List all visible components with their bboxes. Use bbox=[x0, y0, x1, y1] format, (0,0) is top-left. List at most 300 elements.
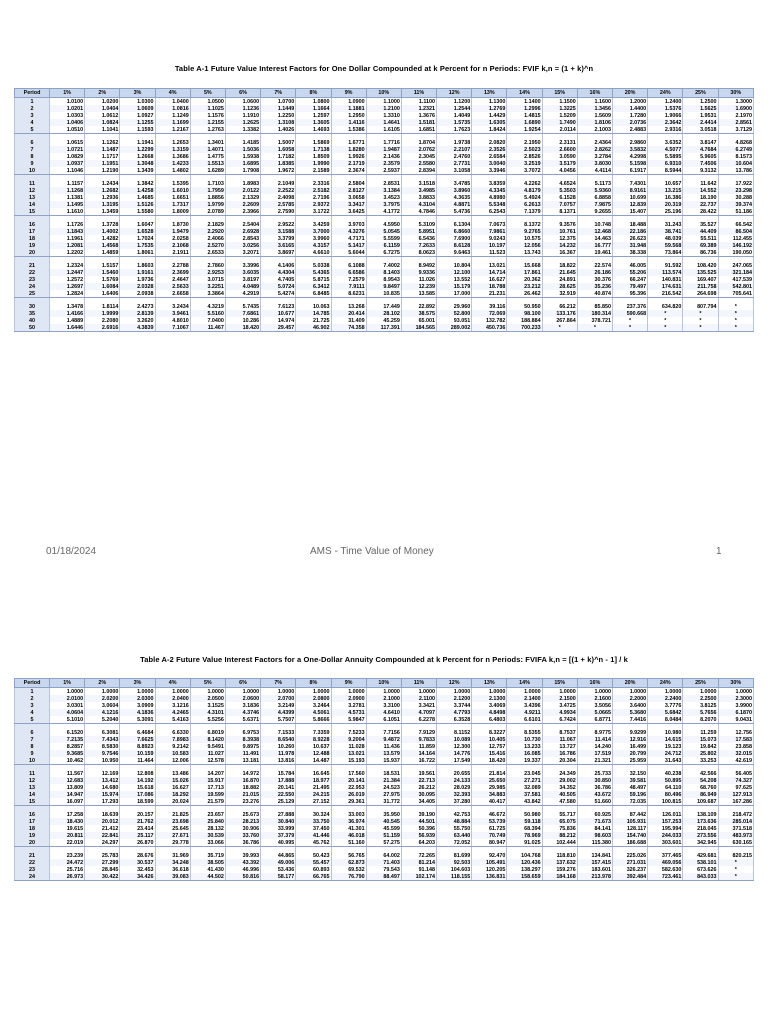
factor-cell: 2.4273 bbox=[120, 303, 155, 310]
period-cell: 22 bbox=[15, 269, 50, 276]
factor-cell: 46.018 bbox=[331, 832, 366, 839]
factor-cell: 7.1379 bbox=[507, 208, 542, 216]
factor-cell: 1.6047 bbox=[120, 221, 155, 228]
factor-cell: 4.8179 bbox=[507, 187, 542, 194]
factor-cell: 2.1000 bbox=[366, 695, 401, 702]
factor-cell: 30.324 bbox=[296, 811, 331, 818]
factor-cell: 1.6900 bbox=[718, 105, 753, 112]
factor-cell: 218.045 bbox=[683, 825, 718, 832]
factor-cell: 3.0256 bbox=[225, 242, 260, 249]
factor-cell: 2.8561 bbox=[718, 119, 753, 126]
factor-cell: 15.784 bbox=[261, 770, 296, 777]
factor-cell: 2.2500 bbox=[683, 695, 718, 702]
factor-cell: 1.3108 bbox=[261, 119, 296, 126]
factor-cell: 14.615 bbox=[648, 736, 683, 743]
factor-cell: 186.688 bbox=[613, 839, 648, 847]
factor-cell: 2.1911 bbox=[155, 249, 190, 257]
factor-cell: 32.393 bbox=[437, 791, 472, 798]
factor-cell: 12.757 bbox=[472, 743, 507, 750]
factor-cell: 4.8010 bbox=[155, 317, 190, 324]
factor-cell: 1.1600 bbox=[577, 98, 612, 106]
factor-cell: 195.994 bbox=[648, 825, 683, 832]
factor-cell: 1.4693 bbox=[296, 126, 331, 134]
factor-cell: 2.3642 bbox=[648, 119, 683, 126]
factor-cell: 1.1381 bbox=[50, 194, 85, 201]
period-cell: 16 bbox=[15, 221, 50, 228]
factor-cell: 1.1100 bbox=[401, 98, 436, 106]
factor-cell: 5.9360 bbox=[577, 187, 612, 194]
period-header: Period bbox=[15, 679, 50, 688]
factor-cell: 102.174 bbox=[401, 873, 436, 881]
factor-cell: 3.1588 bbox=[261, 228, 296, 235]
factor-cell: 14.947 bbox=[50, 791, 85, 798]
factor-cell: 1.2190 bbox=[85, 167, 120, 175]
factor-cell: 1.2936 bbox=[85, 194, 120, 201]
factor-cell: 1.8983 bbox=[225, 180, 260, 187]
rate-header: 11% bbox=[401, 679, 436, 688]
period-cell: 9 bbox=[15, 750, 50, 757]
factor-cell: 1.1910 bbox=[225, 112, 260, 119]
factor-cell: 8.5830 bbox=[85, 743, 120, 750]
factor-cell: 57.275 bbox=[366, 839, 401, 847]
factor-cell: 65.075 bbox=[542, 818, 577, 825]
factor-cell: 5.3091 bbox=[120, 716, 155, 724]
factor-cell: 1.4185 bbox=[225, 139, 260, 146]
factor-cell: 2.6928 bbox=[225, 228, 260, 235]
factor-cell: 10.748 bbox=[577, 221, 612, 228]
factor-cell: 13.181 bbox=[225, 757, 260, 765]
factor-cell: 4.2998 bbox=[613, 153, 648, 160]
period-cell: 19 bbox=[15, 832, 50, 839]
factor-cell: 25.783 bbox=[85, 852, 120, 859]
factor-cell: 29.778 bbox=[155, 839, 190, 847]
factor-cell: 1.5395 bbox=[155, 180, 190, 187]
factor-cell: 1.5157 bbox=[85, 262, 120, 269]
factor-cell: 1.2299 bbox=[120, 146, 155, 153]
factor-cell: 32.453 bbox=[120, 866, 155, 873]
factor-cell: 17.000 bbox=[437, 290, 472, 298]
factor-cell: 6.7424 bbox=[542, 716, 577, 724]
factor-cell: 18.977 bbox=[296, 777, 331, 784]
factor-cell: 2.8139 bbox=[120, 310, 155, 317]
factor-cell: 3.2781 bbox=[331, 702, 366, 709]
factor-cell: 1.9999 bbox=[85, 310, 120, 317]
factor-cell: 2.0200 bbox=[85, 695, 120, 702]
period-cell: 16 bbox=[15, 811, 50, 818]
rate-header: 9% bbox=[331, 89, 366, 98]
factor-cell: 37.379 bbox=[261, 832, 296, 839]
factor-cell: 56.939 bbox=[401, 832, 436, 839]
factor-cell: 10.980 bbox=[648, 729, 683, 736]
factor-cell: 17.258 bbox=[50, 811, 85, 818]
factor-cell: 2.5785 bbox=[261, 201, 296, 208]
factor-cell: 19.337 bbox=[507, 757, 542, 765]
factor-cell: 6.3412 bbox=[296, 283, 331, 290]
factor-cell: 36.618 bbox=[155, 866, 190, 873]
factor-cell: 4.1772 bbox=[366, 208, 401, 216]
factor-cell: * bbox=[648, 317, 683, 324]
factor-cell: 2.2609 bbox=[225, 201, 260, 208]
factor-cell: 2.6584 bbox=[472, 153, 507, 160]
factor-cell: 3.4725 bbox=[542, 702, 577, 709]
factor-cell: 38.338 bbox=[613, 249, 648, 257]
factor-cell: 2.1003 bbox=[577, 126, 612, 134]
rate-header: 9% bbox=[331, 679, 366, 688]
factor-cell: 180.314 bbox=[577, 310, 612, 317]
factor-cell: 2.2522 bbox=[261, 187, 296, 194]
factor-cell: 5.5895 bbox=[648, 153, 683, 160]
factor-cell: 14.680 bbox=[85, 784, 120, 791]
factor-cell: 4.7097 bbox=[401, 709, 436, 716]
period-cell: 15 bbox=[15, 208, 50, 216]
table-row bbox=[15, 832, 754, 839]
factor-cell: 25.802 bbox=[683, 750, 718, 757]
factor-cell: 1.1000 bbox=[366, 98, 401, 106]
factor-cell: 8.2857 bbox=[50, 743, 85, 750]
factor-cell: 23.212 bbox=[507, 283, 542, 290]
factor-cell: 10.159 bbox=[120, 750, 155, 757]
rate-header: 15% bbox=[542, 89, 577, 98]
factor-cell: 6.1870 bbox=[718, 709, 753, 716]
rate-header: 8% bbox=[296, 89, 331, 98]
factor-cell: 183.601 bbox=[577, 866, 612, 873]
factor-cell: 1.1157 bbox=[50, 180, 85, 187]
factor-cell: 3.2519 bbox=[507, 160, 542, 167]
factor-cell: 174.631 bbox=[648, 283, 683, 290]
factor-cell: 15.179 bbox=[437, 283, 472, 290]
factor-cell: 7.0400 bbox=[190, 317, 225, 324]
factor-cell: 1.1200 bbox=[437, 98, 472, 106]
factor-cell: 1.7908 bbox=[225, 167, 260, 175]
factor-cell: 264.698 bbox=[683, 290, 718, 298]
factor-cell: 16.499 bbox=[613, 743, 648, 750]
factor-cell: 10.835 bbox=[366, 290, 401, 298]
factor-cell: 12.169 bbox=[85, 770, 120, 777]
factor-cell: 11.491 bbox=[225, 750, 260, 757]
factor-cell: 1.6446 bbox=[50, 324, 85, 332]
factor-cell: 392.484 bbox=[613, 873, 648, 881]
factor-cell: 22.574 bbox=[577, 262, 612, 269]
factor-cell: 1.0200 bbox=[85, 98, 120, 106]
table-row bbox=[15, 688, 754, 696]
factor-cell: 1.0000 bbox=[50, 688, 85, 696]
factor-cell: 15.193 bbox=[331, 757, 366, 765]
factor-cell: 3.8697 bbox=[261, 249, 296, 257]
table-row bbox=[15, 324, 754, 332]
factor-cell: 2.3131 bbox=[542, 139, 577, 146]
factor-cell: 112.455 bbox=[718, 235, 753, 242]
factor-cell: 43.672 bbox=[577, 791, 612, 798]
factor-cell: 2.8262 bbox=[577, 146, 612, 153]
factor-cell: 28.422 bbox=[683, 208, 718, 216]
factor-cell: 1.4802 bbox=[155, 167, 190, 175]
rate-header: 6% bbox=[225, 679, 260, 688]
factor-cell: 1.6058 bbox=[261, 146, 296, 153]
factor-cell: 3.7072 bbox=[507, 167, 542, 175]
factor-cell: 75.836 bbox=[542, 825, 577, 832]
factor-cell: 30.537 bbox=[120, 859, 155, 866]
factor-cell: 2.5270 bbox=[190, 242, 225, 249]
factor-cell: 7.4506 bbox=[683, 160, 718, 167]
factor-cell: 29.002 bbox=[542, 777, 577, 784]
factor-cell: 37.450 bbox=[296, 825, 331, 832]
factor-cell: 2.7590 bbox=[261, 208, 296, 216]
factor-cell: 6.9310 bbox=[648, 160, 683, 167]
factor-cell: 4.7171 bbox=[331, 235, 366, 242]
factor-cell: 59.196 bbox=[613, 791, 648, 798]
factor-cell: 19.461 bbox=[577, 249, 612, 257]
factor-cell: 52.800 bbox=[437, 310, 472, 317]
factor-cell: * bbox=[718, 873, 753, 881]
factor-cell: 98.603 bbox=[577, 832, 612, 839]
factor-cell: 66.212 bbox=[542, 303, 577, 310]
factor-cell: 3.3996 bbox=[225, 262, 260, 269]
factor-cell: 1.4166 bbox=[50, 310, 85, 317]
factor-cell: 22.841 bbox=[85, 832, 120, 839]
factor-cell: 1.8424 bbox=[472, 126, 507, 134]
factor-cell: 87.442 bbox=[613, 811, 648, 818]
factor-cell: 5.5348 bbox=[472, 201, 507, 208]
factor-cell: 1.0900 bbox=[331, 98, 366, 106]
factor-cell: 1.2682 bbox=[85, 187, 120, 194]
factor-cell: 1.2653 bbox=[155, 139, 190, 146]
factor-cell: 14.552 bbox=[683, 187, 718, 194]
factor-cell: 41.446 bbox=[296, 832, 331, 839]
period-cell: 17 bbox=[15, 818, 50, 825]
factor-cell: 5.2040 bbox=[85, 716, 120, 724]
factor-cell: 34.426 bbox=[120, 873, 155, 881]
table-row bbox=[15, 262, 754, 269]
factor-cell: 26.870 bbox=[120, 839, 155, 847]
factor-cell: 213.978 bbox=[577, 873, 612, 881]
period-cell: 10 bbox=[15, 757, 50, 765]
factor-cell: 9.2765 bbox=[507, 228, 542, 235]
period-cell: 13 bbox=[15, 784, 50, 791]
factor-cell: 8.9228 bbox=[296, 736, 331, 743]
factor-cell: 126.011 bbox=[648, 811, 683, 818]
factor-cell: 3.8960 bbox=[437, 187, 472, 194]
factor-cell: 5.6371 bbox=[225, 716, 260, 724]
factor-cell: 8.8923 bbox=[120, 743, 155, 750]
factor-cell: 1.4889 bbox=[50, 317, 85, 324]
factor-cell: 9.8497 bbox=[366, 283, 401, 290]
factor-cell: 35.950 bbox=[366, 811, 401, 818]
factor-cell: 4.8871 bbox=[437, 201, 472, 208]
factor-cell: 4.2465 bbox=[155, 709, 190, 716]
factor-cell: 4.9211 bbox=[507, 709, 542, 716]
factor-cell: 12.468 bbox=[577, 228, 612, 235]
factor-cell: 3.2149 bbox=[261, 702, 296, 709]
factor-cell: 3.8030 bbox=[577, 160, 612, 167]
factor-cell: 1.3605 bbox=[296, 119, 331, 126]
factor-cell: 11.642 bbox=[683, 180, 718, 187]
factor-cell: 1.6084 bbox=[85, 283, 120, 290]
factor-cell: 3.3864 bbox=[190, 290, 225, 298]
factor-cell: 1.5036 bbox=[225, 146, 260, 153]
factor-cell: 26.623 bbox=[613, 235, 648, 242]
factor-cell: 1.0510 bbox=[50, 126, 85, 134]
table-row bbox=[15, 119, 754, 126]
factor-cell: 14.487 bbox=[296, 757, 331, 765]
factor-cell: 5.9847 bbox=[331, 716, 366, 724]
factor-cell: 6.8485 bbox=[296, 290, 331, 298]
factor-cell: 19.561 bbox=[401, 770, 436, 777]
table-row bbox=[15, 310, 754, 317]
table-row bbox=[15, 283, 754, 290]
table-row bbox=[15, 194, 754, 201]
rate-header: 7% bbox=[261, 89, 296, 98]
factor-cell: 4.2919 bbox=[225, 290, 260, 298]
factor-cell: 1.4775 bbox=[190, 153, 225, 160]
factor-cell: 7.6900 bbox=[437, 235, 472, 242]
factor-cell: 1.4116 bbox=[331, 119, 366, 126]
factor-cell: 2.4414 bbox=[683, 119, 718, 126]
factor-cell: 2.5937 bbox=[366, 167, 401, 175]
factor-cell: 11.467 bbox=[190, 324, 225, 332]
factor-cell: 4.3157 bbox=[296, 242, 331, 249]
factor-cell: 47.580 bbox=[542, 798, 577, 806]
factor-cell: 2.4364 bbox=[577, 139, 612, 146]
factor-cell: 1.9736 bbox=[120, 276, 155, 283]
factor-cell: 1.4859 bbox=[85, 249, 120, 257]
factor-cell: 3.6165 bbox=[261, 242, 296, 249]
factor-cell: 17.861 bbox=[507, 269, 542, 276]
factor-cell: 92.470 bbox=[472, 852, 507, 859]
factor-cell: 4.6524 bbox=[542, 180, 577, 187]
table-row bbox=[15, 201, 754, 208]
factor-cell: 3.3744 bbox=[437, 702, 472, 709]
factor-cell: 72.265 bbox=[401, 852, 436, 859]
rate-header: 1% bbox=[50, 89, 85, 98]
factor-cell: 11.067 bbox=[542, 736, 577, 743]
factor-cell: 1.8061 bbox=[120, 249, 155, 257]
factor-cell: 1.1262 bbox=[85, 139, 120, 146]
factor-cell: 1.2400 bbox=[648, 98, 683, 106]
factor-cell: 1.2167 bbox=[155, 126, 190, 134]
factor-cell: 1.8603 bbox=[120, 262, 155, 269]
period-cell: 5 bbox=[15, 716, 50, 724]
factor-cell: 1.8114 bbox=[85, 303, 120, 310]
factor-cell: 36.786 bbox=[225, 839, 260, 847]
factor-cell: 34.883 bbox=[472, 791, 507, 798]
factor-cell: 78.969 bbox=[507, 832, 542, 839]
factor-cell: 4.0456 bbox=[542, 167, 577, 175]
factor-cell: 43.842 bbox=[507, 798, 542, 806]
factor-cell: 17.449 bbox=[366, 303, 401, 310]
table-row bbox=[15, 743, 754, 750]
factor-cell: 342.945 bbox=[683, 839, 718, 847]
table-row bbox=[15, 126, 754, 134]
factor-cell: 25.645 bbox=[155, 825, 190, 832]
factor-cell: 1.0000 bbox=[613, 688, 648, 696]
factor-cell: 46.672 bbox=[472, 811, 507, 818]
factor-cell: 25.673 bbox=[225, 811, 260, 818]
factor-cell: 46.902 bbox=[296, 324, 331, 332]
factor-cell: 2.1950 bbox=[507, 139, 542, 146]
factor-cell: 6.8019 bbox=[190, 729, 225, 736]
factor-cell: 1.0816 bbox=[155, 105, 190, 112]
factor-cell: 68.760 bbox=[683, 784, 718, 791]
factor-cell: 3.0518 bbox=[683, 126, 718, 134]
factor-cell: 1.0000 bbox=[507, 688, 542, 696]
factor-cell: 1.0000 bbox=[401, 688, 436, 696]
factor-cell: 32.015 bbox=[718, 750, 753, 757]
factor-cell: 1.0700 bbox=[261, 98, 296, 106]
factor-cell: 34.405 bbox=[401, 798, 436, 806]
table-row bbox=[15, 873, 754, 881]
factor-cell: 14.714 bbox=[472, 269, 507, 276]
factor-cell: 64.002 bbox=[366, 852, 401, 859]
factor-cell: 2.5580 bbox=[401, 160, 436, 167]
factor-cell: 11.567 bbox=[50, 770, 85, 777]
rate-header: 11% bbox=[401, 89, 436, 98]
factor-cell: 37.280 bbox=[437, 798, 472, 806]
factor-cell: 1.7103 bbox=[190, 180, 225, 187]
factor-cell: * bbox=[613, 317, 648, 324]
factor-cell: 86.949 bbox=[683, 791, 718, 798]
factor-cell: 7.1067 bbox=[155, 324, 190, 332]
factor-cell: 7.3359 bbox=[296, 729, 331, 736]
factor-cell: 64.110 bbox=[648, 784, 683, 791]
factor-cell: 2.3674 bbox=[331, 167, 366, 175]
factor-cell: 40.995 bbox=[261, 839, 296, 847]
factor-cell: 6.1528 bbox=[542, 194, 577, 201]
factor-cell: 1.0000 bbox=[85, 688, 120, 696]
factor-cell: 35.527 bbox=[683, 221, 718, 228]
factor-cell: * bbox=[718, 859, 753, 866]
factor-cell: 18.190 bbox=[683, 194, 718, 201]
factor-cell: 1.1041 bbox=[85, 126, 120, 134]
factor-cell: 27.152 bbox=[296, 798, 331, 806]
factor-cell: 40.505 bbox=[542, 791, 577, 798]
factor-cell: 2.8531 bbox=[366, 180, 401, 187]
factor-cell: 1.5769 bbox=[85, 276, 120, 283]
factor-cell: 5.1598 bbox=[613, 160, 648, 167]
factor-cell: 13.486 bbox=[155, 770, 190, 777]
factor-cell: 1.5513 bbox=[190, 160, 225, 167]
period-cell: 7 bbox=[15, 736, 50, 743]
factor-cell: 6.1088 bbox=[331, 262, 366, 269]
table-row bbox=[15, 98, 754, 106]
rate-header: 4% bbox=[155, 679, 190, 688]
factor-cell: 1.1400 bbox=[507, 98, 542, 106]
factor-cell: 3.8125 bbox=[683, 702, 718, 709]
factor-cell: * bbox=[718, 310, 753, 317]
factor-cell: 9.2004 bbox=[331, 736, 366, 743]
factor-cell: 136.831 bbox=[472, 873, 507, 881]
factor-cell: 23.698 bbox=[155, 818, 190, 825]
factor-cell: 20.157 bbox=[120, 811, 155, 818]
factor-cell: 13.215 bbox=[648, 187, 683, 194]
factor-cell: 1.0000 bbox=[190, 688, 225, 696]
factor-cell: 1.2155 bbox=[190, 119, 225, 126]
factor-cell: 1.5386 bbox=[331, 126, 366, 134]
factor-cell: 12.756 bbox=[718, 729, 753, 736]
factor-cell: 4.7793 bbox=[437, 709, 472, 716]
factor-cell: 12.056 bbox=[507, 242, 542, 249]
factor-cell: 128.117 bbox=[613, 825, 648, 832]
factor-cell: 1.0937 bbox=[50, 160, 85, 167]
factor-cell: 27.888 bbox=[261, 811, 296, 818]
factor-cell: 2.1600 bbox=[577, 695, 612, 702]
factor-cell: 9.8975 bbox=[225, 743, 260, 750]
factor-cell: 7.4002 bbox=[366, 262, 401, 269]
factor-cell: 2.2107 bbox=[437, 146, 472, 153]
factor-cell: 1.6305 bbox=[472, 119, 507, 126]
factor-cell: 3.2464 bbox=[296, 702, 331, 709]
factor-cell: 21.384 bbox=[366, 777, 401, 784]
factor-cell: 3.3100 bbox=[366, 702, 401, 709]
